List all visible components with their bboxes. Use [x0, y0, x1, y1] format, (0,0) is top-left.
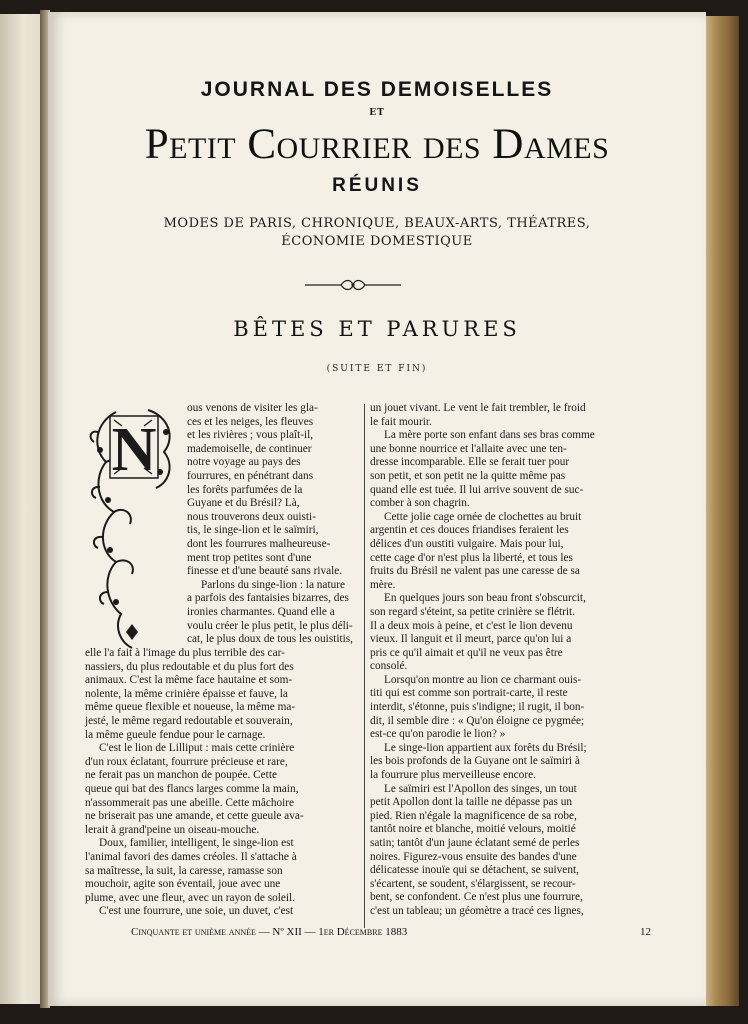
text-line: C'est une fourrure, une soie, un duvet, c'est	[99, 905, 294, 918]
masthead-reunis: RÉUNIS	[332, 175, 422, 196]
drop-cap-letter: N	[111, 416, 157, 484]
text-line: son petit, et son petit ne la quitte même pas	[370, 469, 566, 482]
text-line: n'assommerait pas une abeille. Cette mâchoire	[85, 796, 295, 809]
text-line: le fait mourir.	[370, 415, 432, 428]
text-line: c'est un tableau; un géomètre a tracé ces lignes,	[370, 904, 584, 917]
text-line: les bois profonds de la Guyane ont le saïmiri à	[370, 755, 580, 768]
subtitle-line-2: ÉCONOMIE DOMESTIQUE	[281, 234, 473, 249]
text-line: lerait à grand'peine un oiseau-mouche.	[85, 823, 260, 836]
text-line: titi qui est comme son portrait-carte, il reste	[370, 687, 568, 700]
right-column	[370, 402, 660, 919]
masthead-subtitle	[108, 215, 646, 251]
text-line: La mère porte son enfant dans ses bras comme	[384, 429, 595, 442]
magazine-page	[48, 12, 706, 1006]
text-line: mère.	[370, 578, 396, 591]
text-line: finesse et d'une beauté sans rivale.	[187, 565, 343, 578]
text-line: dresse incomparable. Elle se ferait tuer pour	[370, 456, 570, 469]
text-line: a parfois des fantaisies bizarres, des	[187, 592, 349, 605]
left-column-wrap	[187, 402, 357, 647]
text-line: ment trop petites sont d'une	[187, 551, 312, 564]
text-line: nous trouverons deux ouisti-	[187, 510, 316, 523]
page-number: 12	[640, 926, 651, 938]
text-line: Cette jolie cage ornée de clochettes au bruit	[384, 510, 582, 523]
text-line: Le saïmiri est l'Apollon des singes, un tout	[384, 782, 577, 795]
subtitle-line-1: MODES DE PARIS, CHRONIQUE, BEAUX-ARTS, THÉATRES,	[163, 216, 591, 231]
text-line: fruits du Brésil ne valent pas une caresse de sa	[370, 565, 580, 578]
text-line: pied. Rien n'égale la magnificence de sa robe,	[370, 809, 577, 822]
text-line: délicatesse inouïe qui se détachent, se suivent,	[370, 864, 579, 877]
text-line: ironies charmantes. Quand elle a	[187, 605, 335, 618]
text-line: Le singe-lion appartient aux forêts du Brésil;	[384, 741, 587, 754]
text-line: Lorsqu'on montre au lion ce charmant ouis-	[384, 673, 582, 686]
text-line: cat, le plus doux de tous les ouistitis,	[187, 633, 353, 646]
text-line: la fourrure plus merveilleuse encore.	[370, 769, 536, 782]
text-line: bent, se confondent. Ce n'est plus une fourrure,	[370, 891, 583, 904]
page-footer	[131, 926, 651, 938]
article-title: BÊTES ET PARURES	[233, 317, 521, 341]
journal-conjunction: ET	[369, 108, 385, 118]
text-line: quand elle est tuée. Il lui arrive souvent de suc-	[370, 483, 584, 496]
text-line: nolente, la même crinière épaisse et fauve, la	[85, 687, 288, 700]
text-line: d'un roux éclatant, fourrure précieuse et rare,	[85, 755, 288, 768]
text-line: fourrures, en pénétrant dans	[187, 469, 314, 482]
text-line: comber à son chagrin.	[370, 497, 470, 510]
text-line: elle l'a fait à l'image du plus terrible des car-	[85, 647, 285, 659]
text-line: plume, avec une fleur, avec un rayon de soleil.	[85, 891, 296, 904]
text-line: noires. Figurez-vous ensuite des bandes d'une	[370, 850, 577, 863]
text-line: l'animal favori des dames créoles. Il s'attache à	[85, 850, 297, 863]
text-line: C'est le lion de Lilliput : mais cette crinière	[99, 742, 295, 755]
text-line: s'écartent, se soudent, s'élargissent, se recour-	[370, 877, 576, 890]
text-line: délices d'un oustiti vulgaire. Mais pour lui,	[370, 537, 564, 550]
text-line: voulu créer le plus petit, le plus déli-	[187, 619, 353, 632]
ornamental-drop-cap	[86, 402, 178, 654]
text-line: une bonne nourrice et l'allaite avec une ten-	[370, 442, 567, 455]
text-line: animaux. C'est la même face hautaine et som-	[85, 674, 293, 687]
text-line: Il a deux mois à peine, et c'est le lion devenu	[370, 619, 573, 632]
text-line: ne briserait pas une amande, et cette gueule ava-	[85, 810, 304, 823]
ornament-divider-icon	[303, 278, 403, 292]
text-line: Guyane et du Brésil? Là,	[187, 497, 300, 510]
text-line: ous venons de visiter les gla-	[187, 402, 318, 414]
text-line: est-ce qu'on parodie le lion? »	[370, 728, 506, 741]
text-line: mouchoir, agite son éventail, joue avec une	[85, 878, 281, 891]
journal-title: JOURNAL DES DEMOISELLES	[200, 78, 554, 101]
text-line: un jouet vivant. Le vent le fait trembler, le froid	[370, 402, 586, 414]
column-rule	[364, 404, 365, 928]
text-line: tantôt noire et blanche, moitié velours, moitié	[370, 823, 576, 836]
text-line: notre voyage au pays des	[187, 456, 301, 469]
text-line: queue qui bat des flancs larges comme la main,	[85, 782, 299, 795]
article-subtitle: (SUITE ET FIN)	[326, 364, 428, 374]
issue-info: Cinquante et unième année — Nº XII — 1er Décembre 1883	[131, 926, 408, 938]
text-line: mademoiselle, de continuer	[187, 442, 312, 455]
text-line: les forêts parfumées de la	[187, 483, 303, 496]
left-column-full	[85, 647, 357, 919]
masthead-title: Petit Courrier des Dames	[144, 121, 610, 168]
text-line: Parlons du singe-lion : la nature	[201, 578, 346, 591]
text-line: satin; tantôt d'un jaune éclatant semé de perles	[370, 837, 580, 849]
text-line: Doux, familier, intelligent, le singe-lion est	[99, 837, 294, 850]
text-line: consolé.	[370, 660, 408, 673]
text-line: vieux. Il languit et il meurt, parce qu'on lui a	[370, 633, 572, 646]
text-line: sa maîtresse, la suit, la caresse, ramasse son	[85, 864, 283, 877]
text-line: argentin et ces douces friandises feraient les	[370, 524, 569, 537]
text-line: En quelques jours son beau front s'obscurcit,	[384, 592, 586, 605]
text-line: et les rivières ; vous plaît-il,	[187, 429, 314, 442]
text-line: ne ferait pas un manchon de poupée. Cette	[85, 769, 277, 782]
page-stack-edge	[703, 16, 739, 1006]
text-line: la même gueule fendue pour le carnage.	[85, 728, 266, 741]
text-line: son regard s'éteint, sa petite crinière se flétrit.	[370, 605, 575, 618]
text-line: cette cage d'or n'est plus la liberté, et tous les	[370, 551, 573, 564]
text-line: dont les fourrures malheureuse-	[187, 537, 331, 550]
text-line: petit Apollon dont la taille ne dépasse pas un	[370, 796, 573, 809]
text-line: tis, le singe-lion et le saïmiri,	[187, 524, 319, 537]
text-line: pris ce qu'il aimait et qu'il ne veux pas être	[370, 646, 563, 659]
text-line: jesté, le même regard redoutable et souverain,	[85, 714, 293, 727]
text-line: ces et les neiges, les fleuves	[187, 415, 314, 428]
text-line: même queue flexible et noueuse, la même ma-	[85, 701, 296, 714]
text-line: interdit, s'étonne, puis s'indigne; il rugit, il bon-	[370, 701, 585, 714]
text-line: dit, il semble dire : « Qu'on éloigne ce pygmée;	[370, 714, 585, 727]
text-line: nassiers, du plus redoutable et du plus fort des	[85, 660, 294, 673]
left-page-edge	[0, 14, 42, 1004]
